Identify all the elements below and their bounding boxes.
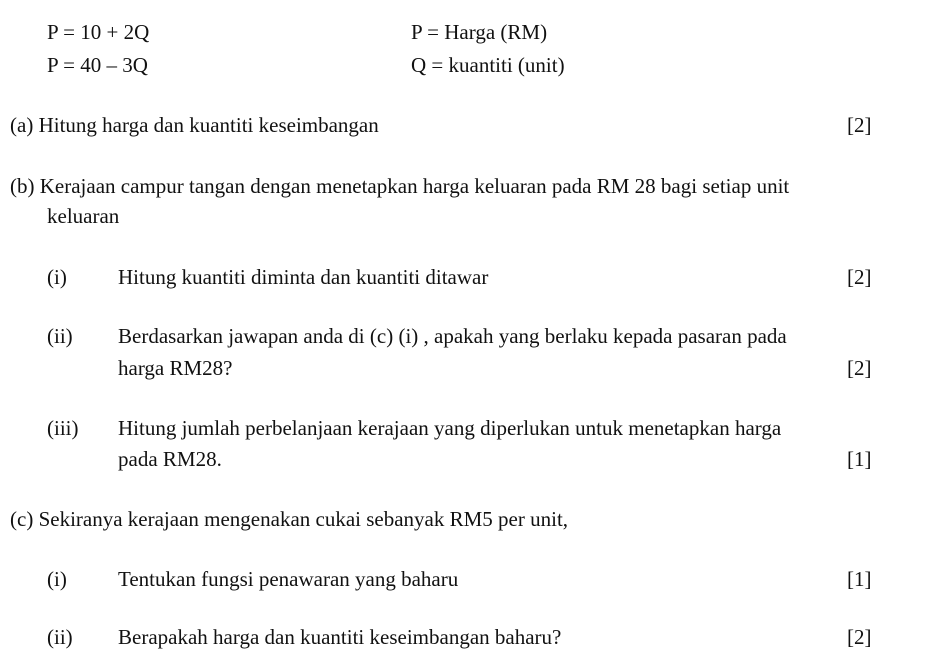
part-b-line2: keluaran [47,204,120,228]
part-b-ii-line2: harga RM28? [118,356,233,380]
part-c-text: Sekiranya kerajaan mengenakan cukai sebanyak RM5 per unit, [38,507,569,531]
part-b-iii-line2: pada RM28. [118,447,222,471]
quantity-definition: Q = kuantiti (unit) [411,53,565,77]
part-c-ii-marks: [2] [847,625,872,649]
part-a-text: Hitung harga dan kuantiti keseimbangan [38,113,379,137]
part-b-iii-marks: [1] [847,447,872,471]
part-c-label: (c) [10,507,34,531]
price-definition: P = Harga (RM) [411,20,548,44]
part-b-ii-number: (ii) [47,324,73,348]
supply-equation: P = 10 + 2Q [47,20,150,44]
part-b-label: (b) [10,174,35,198]
part-a-marks: [2] [847,113,872,137]
part-a-question [10,113,379,138]
part-b-iii-line1: Hitung jumlah perbelanjaan kerajaan yang diperlukan untuk menetapkan harga [118,416,782,440]
part-b-ii-marks: [2] [847,356,872,380]
part-b-i-number: (i) [47,265,67,289]
part-a-label: (a) [10,113,34,137]
part-b-i-marks: [2] [847,265,872,289]
part-b-line1: Kerajaan campur tangan dengan menetapkan harga keluaran pada RM 28 bagi setiap unit [39,174,790,198]
part-c-i-number: (i) [47,567,67,591]
part-b-i-text: Hitung kuantiti diminta dan kuantiti ditawar [118,265,489,289]
part-c-i-marks: [1] [847,567,872,591]
demand-equation: P = 40 – 3Q [47,53,148,77]
part-b-ii-line1: Berdasarkan jawapan anda di (c) (i) , apakah yang berlaku kepada pasaran pada [118,324,787,348]
part-b-question [10,174,789,199]
part-b-iii-number: (iii) [47,416,79,440]
part-c-ii-text: Berapakah harga dan kuantiti keseimbangan baharu? [118,625,562,649]
part-c-question [10,507,568,532]
part-c-i-text: Tentukan fungsi penawaran yang baharu [118,567,459,591]
part-c-ii-number: (ii) [47,625,73,649]
